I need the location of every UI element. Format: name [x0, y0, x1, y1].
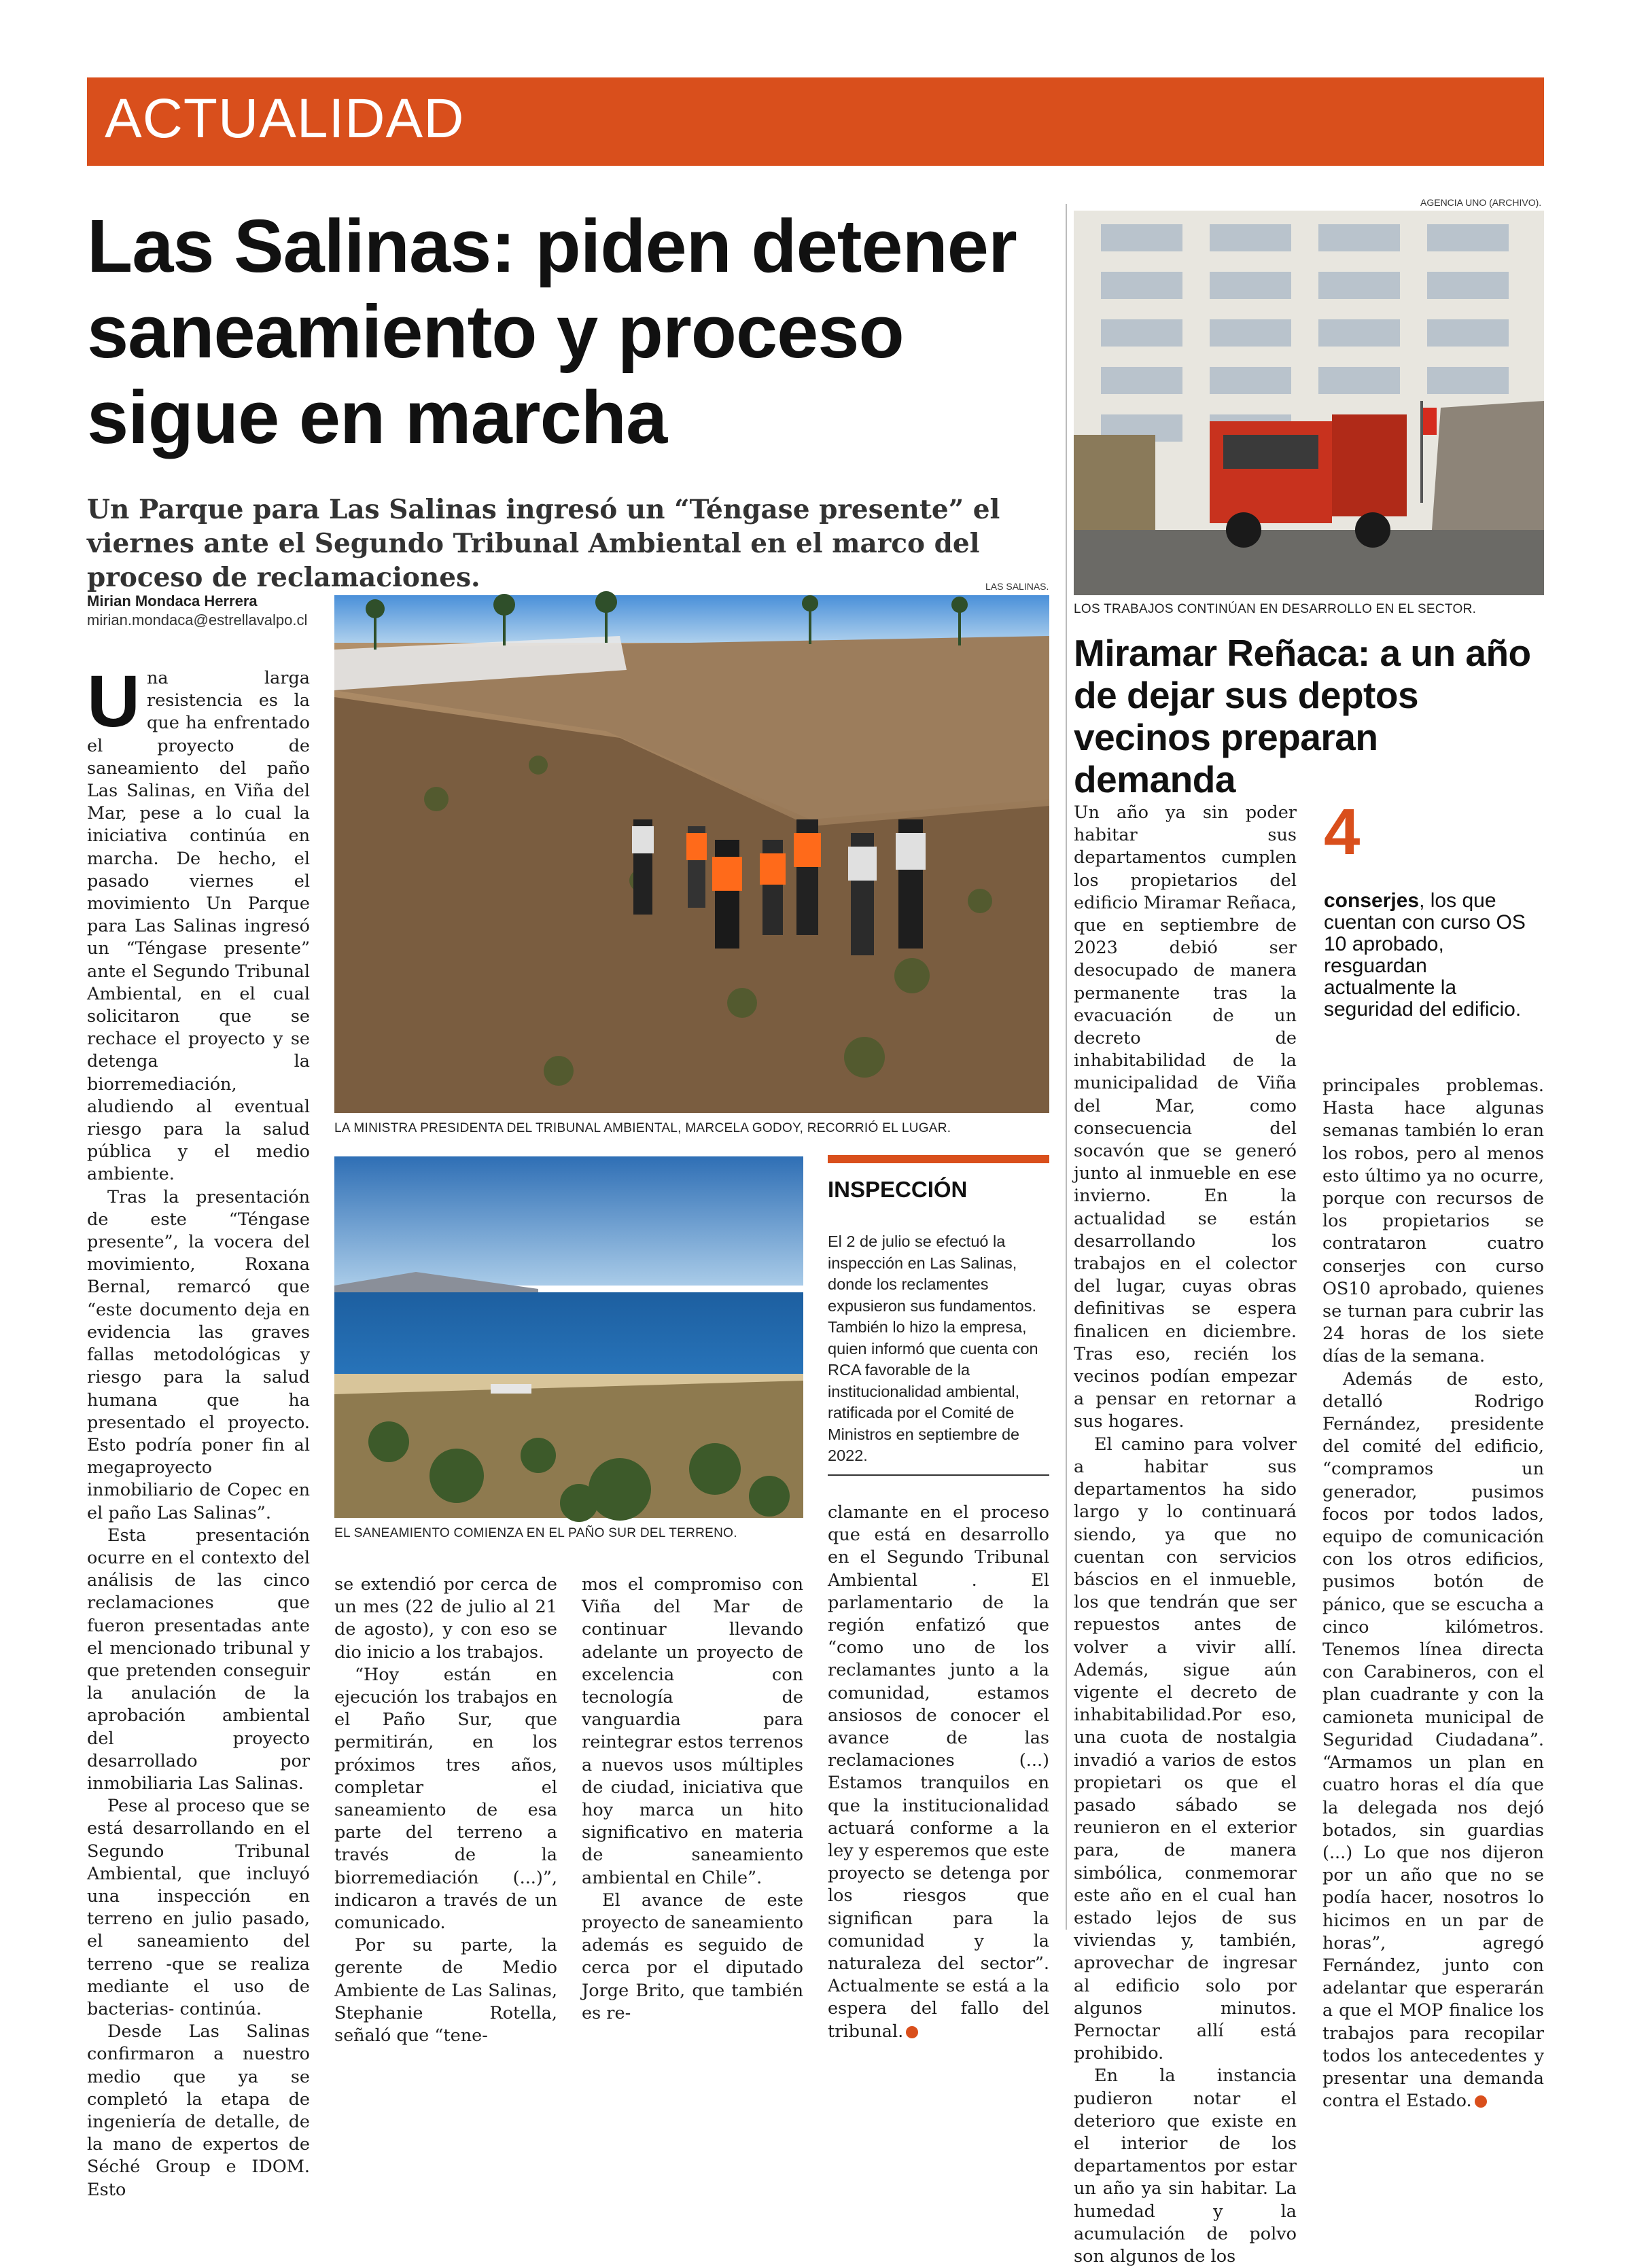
photo-bay [334, 1156, 803, 1518]
article-column-1 [87, 660, 310, 2201]
deck: Un Parque para Las Salinas ingresó un “Téngase presente” el viernes ante el Segundo Tribunal Ambiental en el marco del proceso de reclamaciones. [87, 494, 1000, 593]
photo2-caption: EL SANEAMIENTO COMIENZA EN EL PAÑO SUR DEL TERRENO. [334, 1526, 737, 1540]
dropcap: U [87, 660, 140, 742]
article-column-2 [334, 1574, 557, 2047]
paragraph-6: se extendió por cerca de un mes (22 de julio al 21 de agosto), y con eso se dio inicio a los trabajos. [334, 1574, 557, 1663]
side-paragraph-4: principales problemas. Hasta hace algunas semanas también lo eran los robos, pero al menos esto último ya no ocurre, porque con recursos de los propietarios se contrataron cuatro conserjes con curso OS10 aprobado, quienes se turnan para cubrir las 24 horas de los siete días de la semana. [1322, 1076, 1544, 1367]
paragraph-11: clamante en el proceso que está en desarrollo en el Segundo Tribunal Ambiental . El parlamentario de la región enfatizó que “como uno de los reclamantes junto a la comunidad, estamos ansiosos de conocer el avance de las reclamaciones (...) Estamos tranquilos en que la institucionalidad actuará conforme a la ley y esperemos que este proyecto se detenga por los riesgos que significan para la comunidad y la naturaleza del sector”. Actualmente se está a la espera del fallo del tribunal. [828, 1502, 1049, 2042]
photo-visit [334, 595, 1049, 1113]
section-bar [87, 77, 1544, 166]
paragraph-3: Esta presentación ocurre en el contexto del análisis de las cinco reclamaciones que fueron presentadas ante el mencionado tribunal y que pretenden conseguir la anulación de la aprobación ambiental del proyecto desarrollado por inmobiliaria Las Salinas. [87, 1525, 310, 1794]
photo1-caption: LA MINISTRA PRESIDENTA DEL TRIBUNAL AMBIENTAL, MARCELA GODOY, RECORRIÓ EL LUGAR. [334, 1121, 951, 1135]
byline-email[interactable]: mirian.mondaca@estrellavalpo.cl [87, 612, 308, 628]
paragraph-2: Tras la presentación de este “Téngase presente”, la vocera del movimiento, Roxana Bernal, remarcó que “este documento deja en evidencia las graves fallas metodológicas y riesgo para la salud humana que ha presentado el proyecto. Esto podría poner fin al megaproyecto inmobiliario de Copec en el paño Las Salinas”. [87, 1186, 310, 1523]
paragraph-7: “Hoy están en ejecución los trabajos en el Paño Sur, que permitirán, en los próximos tres años, completar el saneamiento de esa parte del terreno a través de la biorremediación (...)”, indicaron a través de un comunicado. [334, 1664, 557, 1934]
stat-text [1324, 890, 1528, 1021]
inspection-box-text: El 2 de julio se efectuó la inspección en Las Salinas, donde los reclamentes expusieron sus fundamentos. También lo hizo la empresa, quien informó que cuenta con RCA favorable de la institucionalidad ambiental, ratificada por el Comité de Ministros en septiembre de 2022. [828, 1233, 1038, 1464]
photo-building [1074, 211, 1544, 595]
photo3-credit: AGENCIA UNO (ARCHIVO). [1420, 197, 1542, 208]
byline-name: Mirian Mondaca Herrera [87, 592, 258, 609]
stat-rest: , los que cuentan con curso OS 10 aprobado, resguardan actualmente la seguridad del edificio. [1324, 889, 1526, 1021]
paragraph-4: Pese al proceso que se está desarrollando en el Segundo Tribunal Ambiental, que incluyó una inspección en terreno en julio pasado, el saneamiento del terreno -que se realiza mediante el uso de bacterias- continúa. [87, 1796, 310, 2019]
paragraph-10: El avance de este proyecto de saneamiento además es seguido de cerca por el diputado Jorge Brito, que también es re- [582, 1890, 803, 2023]
side-column-1 [1074, 802, 1297, 2268]
side-end-mark-icon [1475, 2095, 1487, 2108]
stat-number: 4 [1324, 796, 1361, 868]
inspection-box-bottom-rule [828, 1474, 1049, 1476]
side-headline: Miramar Reñaca: a un año de dejar sus deptos vecinos preparan demanda [1074, 632, 1531, 800]
side-paragraph-1: Un año ya sin poder habitar sus departamentos cumplen los propietarios del edificio Miramar Reñaca, que en septiembre de 2023 debió ser desocupado de manera permanente tras la evacuación de un decreto de inhabitabilidad de la municipalidad de Viña del Mar, como consecuencia del socavón que se generó junto al inmueble en ese invierno. En la actualidad se están desarrollando los trabajos en el colector del lugar, cuyas obras definitivas se espera finalicen en diciembre. Tras eso, recién los vecinos podían empezar a pensar en retornar a sus hogares. [1074, 802, 1297, 1432]
inspection-box-title: INSPECCIÓN [828, 1177, 968, 1202]
side-paragraph-2: El camino para volver a habitar sus departamentos ha sido largo y lo continuará siendo, ya que no cuentan con servicios báscios en el inmueble, los que tendrán que ser repuestos antes de volver a vivir allí. Además, sigue aún vigente el decreto de inhabitabilidad.Por eso, una cuota de nostalgia invadió a varios de estos propietari os que el pasado sábado se reunieron en el exterior para, de manera simbólica, conmemorar este año en el cual han estado lejos de sus viviendas y, también, aprovechar de ingresar al edificio solo por algunos minutos. Pernoctar allí está prohibido. [1074, 1434, 1297, 2064]
photo-building-image [1074, 211, 1544, 595]
article-column-3 [582, 1574, 803, 2025]
inspection-box-rule [828, 1155, 1049, 1163]
column-divider [1066, 204, 1067, 1930]
paragraph-1: na larga resistencia es la que ha enfrentado el proyecto de saneamiento del paño Las Salinas, en Viña del Mar, pese a lo cual la iniciativa continúa en marcha. De hecho, el pasado viernes el movimiento Un Parque para Las Salinas ingresó un “Téngase presente” ante el Segundo Tribunal Ambiental, en el cual solicitaron que se rechace el proyecto y se detenga la biorremediación, aludiendo al eventual riesgo para la salud pública y el medio ambiente. [87, 668, 310, 1185]
photo1-credit: LAS SALINAS. [985, 581, 1049, 592]
side-paragraph-5: Además de esto, detalló Rodrigo Fernández, presidente del comité del edificio, “compramos un generador, pusimos focos por todos lados, equipo de comunicación con los otros edificios, pusimos botón de pánico, que se escucha a cinco kilómetros. Tenemos línea directa con Carabineros, con el plan cuadrante y con la camioneta municipal de Seguridad Ciudadana”. “Armamos un plan en cuatro horas el día que la delegada nos dejó botados, sin guardias (...) Lo que nos dijeron por un año que no se podía hacer, nosotros lo hicimos en un par de horas”, agregó Fernández, junto con adelantar que esperarán a que el MOP finalice los trabajos para recopilar todos los antecedentes y presentar una demanda contra el Estado. [1322, 1368, 1544, 2112]
side-paragraph-3: En la instancia pudieron notar el deterioro que existe en el interior de los departamentos por estar un año ya sin habitar. La humedad y la acumulación de polvo son algunos de los [1074, 2066, 1297, 2267]
paragraph-5: Desde Las Salinas confirmaron a nuestro medio que ya se completó la etapa de ingeniería de detalle, de la mano de expertos de Séché Group e IDOM. Esto [87, 2021, 310, 2200]
paragraph-8: Por su parte, la gerente de Medio Ambiente de Las Salinas, Stephanie Rotella, señaló que “tene- [334, 1935, 557, 2046]
photo-visit-image [334, 595, 1049, 1113]
headline: Las Salinas: piden detener saneamiento y proceso sigue en marcha [87, 205, 1017, 459]
side-column-2 [1322, 1075, 1544, 2112]
stat-bold: conserjes [1324, 889, 1420, 912]
article-column-4 [828, 1502, 1049, 2043]
section-label: ACTUALIDAD [105, 88, 465, 149]
photo-bay-image [334, 1156, 803, 1518]
photo3-caption: LOS TRABAJOS CONTINÚAN EN DESARROLLO EN EL SECTOR. [1074, 602, 1477, 616]
paragraph-9: mos el compromiso con Viña del Mar de continuar llevando adelante un proyecto de excelencia con tecnología de vanguardia para reintegrar estos terrenos a nuevos usos múltiples de ciudad, iniciativa que hoy marca un hito significativo en materia de saneamiento ambiental en Chile”. [582, 1574, 803, 1888]
end-mark-icon [906, 2026, 918, 2038]
